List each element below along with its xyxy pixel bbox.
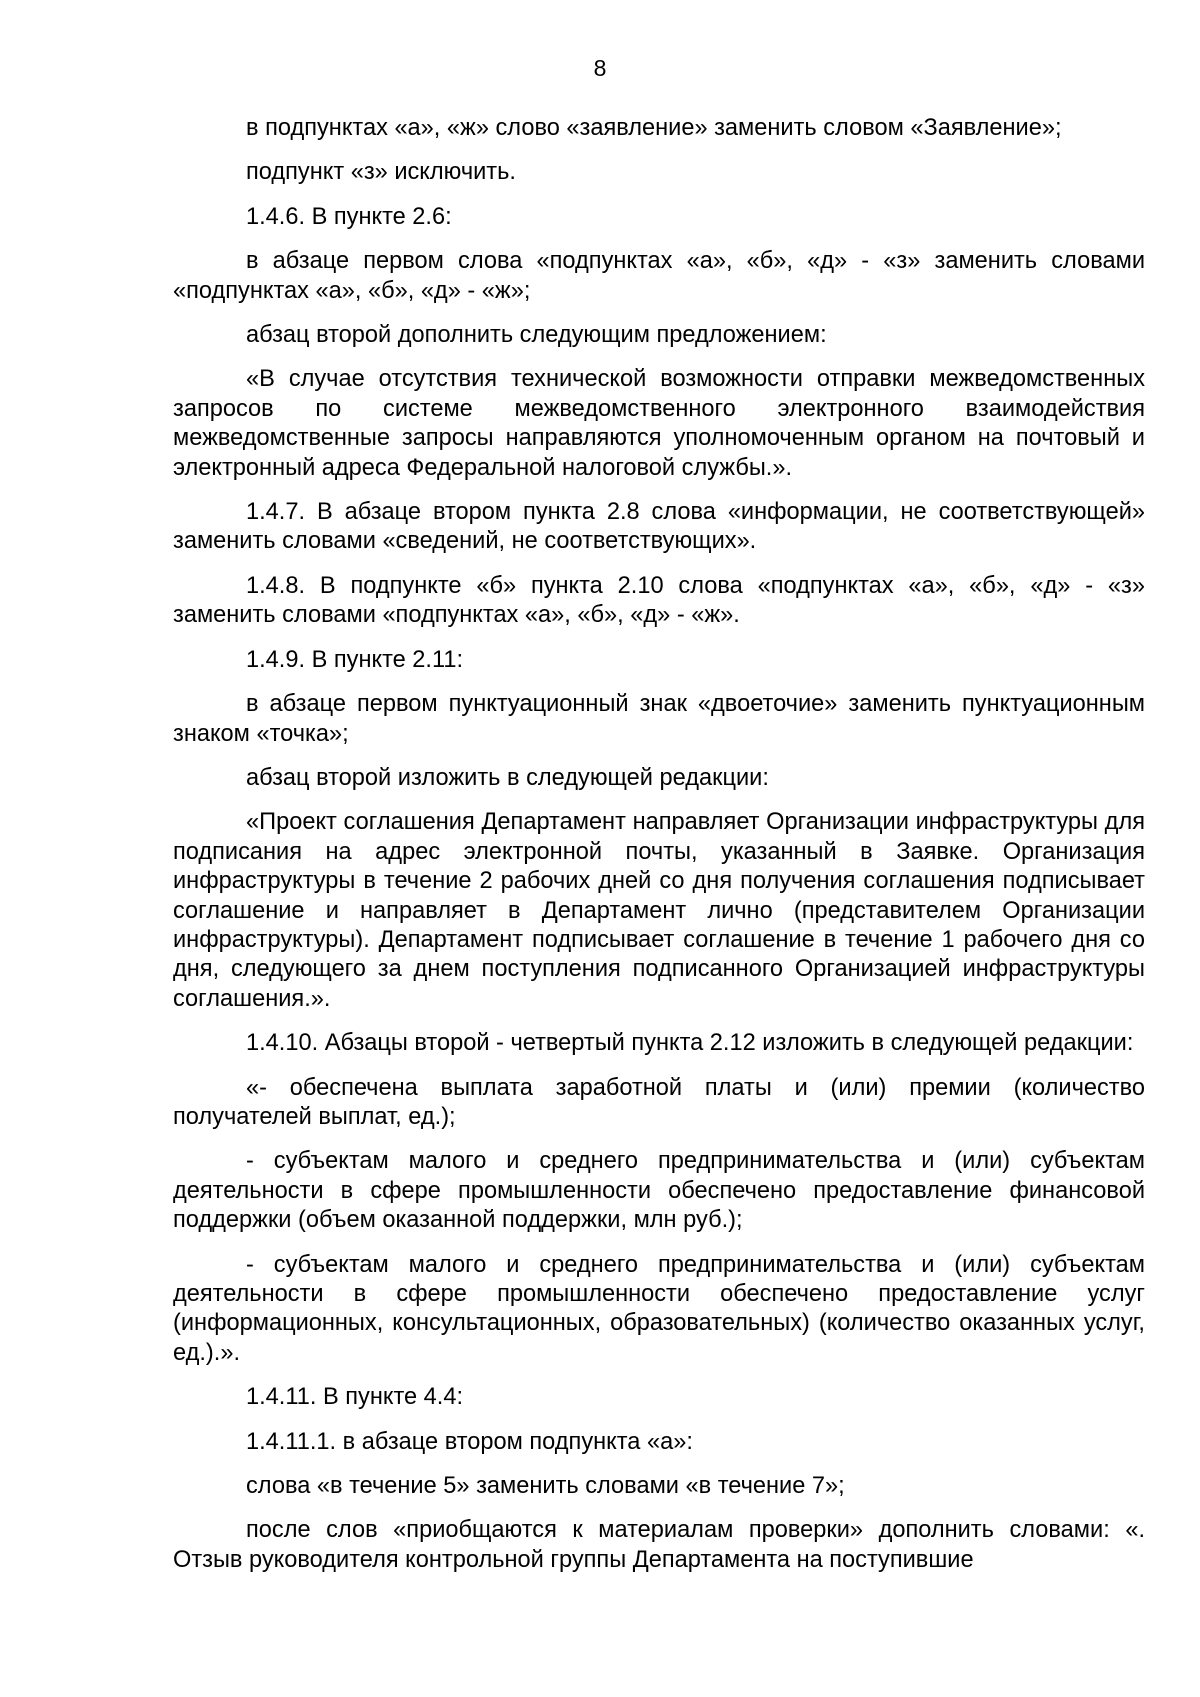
paragraph: 1.4.9. В пункте 2.11: [246, 646, 464, 673]
paragraph: 1.4.11.1. в абзаце втором подпункта «а»: [246, 1428, 693, 1455]
paragraph: 1.4.11. В пункте 4.4: [246, 1384, 464, 1411]
paragraph: 1.4.7. В абзаце втором пункта 2.8 слова «информации, не соответствующей» заменить словами «сведений, не соответствующих». [173, 499, 1145, 555]
paragraph: - субъектам малого и среднего предпринимательства и (или) субъектам деятельности в сфере промышленности обеспечено предоставление финансовой поддержки (объем оказанной поддержки, млн руб.); [173, 1148, 1145, 1234]
paragraph: 1.4.6. В пункте 2.6: [246, 203, 452, 230]
paragraph: в абзаце первом слова «подпунктах «а», «б», «д» - «з» заменить словами «подпунктах «а», «б», «д» - «ж»; [173, 248, 1145, 304]
paragraph: слова «в течение 5» заменить словами «в течение 7»; [246, 1473, 845, 1500]
page-number: 8 [593, 55, 607, 81]
paragraph: - субъектам малого и среднего предпринимательства и (или) субъектам деятельности в сфере промышленности обеспечено предоставление услуг (информационных, консультационных, образовательных) (количество оказанных услуг, ед.).». [173, 1251, 1145, 1366]
document-body [173, 114, 1145, 1590]
paragraph: в подпунктах «а», «ж» слово «заявление» заменить словом «Заявление»; [246, 115, 1062, 141]
paragraph: «- обеспечена выплата заработной платы и (или) премии (количество получателей выплат, ед.); [173, 1074, 1145, 1130]
paragraph: 1.4.10. Абзацы второй - четвертый пункта 2.12 изложить в следующей редакции: [246, 1030, 1134, 1057]
paragraph: «Проект соглашения Департамент направляет Организации инфраструктуры для подписания на адрес электронной почты, указанный в Заявке. Организация инфраструктуры в течение 2 рабочих дней со дня получения соглашения подписывает соглашение и направляет в Департамент лично (представителем Организации инфраструктуры). Департамент подписывает соглашение в течение 1 рабочего дня со дня, следующего за днем поступления подписанного Организацией инфраструктуры соглашения.». [173, 809, 1145, 1012]
paragraph: «В случае отсутствия технической возможности отправки межведомственных запросов по системе межведомственного электронного взаимодействия межведомственные запросы направляются уполномоченным органом на почтовый и электронный адреса Федеральной налоговой службы.». [173, 366, 1145, 481]
paragraph: абзац второй изложить в следующей редакции: [246, 764, 769, 791]
paragraph: подпункт «з» исключить. [246, 159, 516, 186]
paragraph: абзац второй дополнить следующим предложением: [246, 322, 827, 349]
paragraph: в абзаце первом пунктуационный знак «двоеточие» заменить пунктуационным знаком «точка»; [173, 691, 1145, 747]
paragraph: 1.4.8. В подпункте «б» пункта 2.10 слова «подпунктах «а», «б», «д» - «з» заменить словами «подпунктах «а», «б», «д» - «ж». [173, 572, 1145, 629]
paragraph: после слов «приобщаются к материалам проверки» дополнить словами: «. Отзыв руководителя контрольной группы Департамента на поступившие [173, 1517, 1145, 1573]
